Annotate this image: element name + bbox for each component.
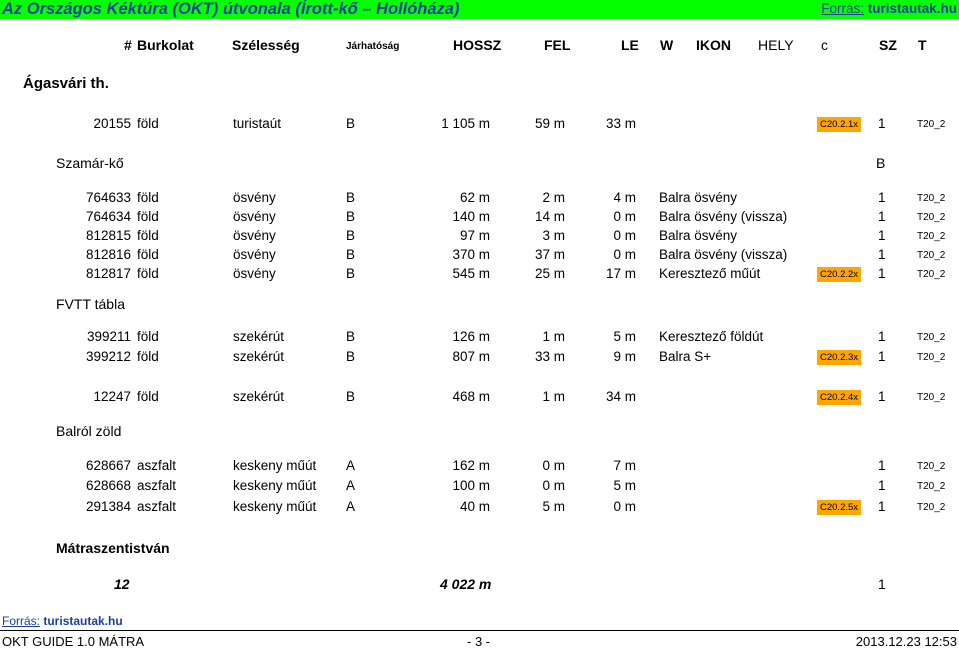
cell-id: 399211	[86, 329, 131, 344]
cell-waypoint: Balra ösvény (vissza)	[659, 209, 788, 224]
icon-code-badge: C20.2.5x	[817, 500, 861, 515]
cell-width: szekérút	[233, 329, 285, 344]
source-bottom-value: turistautak.hu	[43, 614, 123, 628]
cell-pass: A	[346, 478, 356, 493]
cell-sz: 1	[878, 329, 886, 344]
cell-length: 97 m	[459, 228, 490, 243]
col-szelesseg: Szélesség	[232, 37, 300, 53]
cell-waypoint: Keresztező műút	[659, 266, 761, 281]
cell-waypoint: Keresztező földút	[659, 329, 764, 344]
col-fel: FEL	[544, 37, 571, 53]
footer-right: 2013.12.23 12:53	[855, 634, 957, 649]
cell-pass: B	[346, 228, 356, 243]
section-szamarko: Szamár-kő	[56, 155, 124, 171]
cell-surface: föld	[137, 247, 159, 262]
cell-id: 764633	[85, 190, 131, 205]
cell-length: 468 m	[452, 389, 490, 404]
cell-t: T20_2	[917, 269, 946, 280]
cell-up: 25 m	[534, 266, 565, 281]
icon-code-badge: C20.2.4x	[817, 390, 861, 405]
cell-length: 126 m	[452, 329, 490, 344]
cell-t: T20_2	[917, 231, 946, 242]
cell-down: 5 m	[613, 329, 636, 344]
cell-width: keskeny műút	[233, 478, 317, 493]
cell-down: 4 m	[613, 190, 636, 205]
col-sz: SZ	[879, 37, 897, 53]
cell-surface: föld	[137, 266, 159, 281]
cell-surface: föld	[137, 329, 159, 344]
cell-sz: 1	[878, 458, 886, 473]
cell-t: T20_2	[917, 332, 946, 343]
cell-down: 33 m	[605, 116, 636, 131]
cell-sz: 1	[878, 228, 886, 243]
col-c: c	[821, 37, 828, 53]
col-num: #	[124, 37, 132, 53]
cell-up: 2 m	[542, 190, 565, 205]
cell-t: T20_2	[917, 193, 946, 204]
cell-sz: 1	[878, 209, 886, 224]
footer-left: OKT GUIDE 1.0 MÁTRA	[2, 634, 145, 649]
cell-down: 0 m	[613, 228, 636, 243]
cell-width: turistaút	[233, 116, 282, 131]
section-fvtt: FVTT tábla	[56, 296, 125, 312]
section-matra: Mátraszentistván	[56, 540, 170, 556]
cell-width: ösvény	[233, 209, 276, 224]
total-length: 4 022 m	[440, 576, 492, 592]
cell-t: T20_2	[917, 481, 946, 492]
col-hossz: HOSSZ	[453, 37, 502, 53]
cell-id: 812816	[85, 247, 131, 262]
footer-rule	[0, 630, 959, 631]
cell-t: T20_2	[917, 502, 946, 513]
source-label: Forrás:	[821, 1, 864, 16]
cell-up: 14 m	[534, 209, 565, 224]
cell-width: ösvény	[233, 266, 276, 281]
cell-t: T20_2	[917, 212, 946, 223]
cell-pass: B	[346, 190, 356, 205]
cell-up: 59 m	[534, 116, 565, 131]
cell-width: ösvény	[233, 247, 276, 262]
cell-down: 0 m	[613, 209, 636, 224]
cell-down: 9 m	[613, 349, 636, 364]
cell-sz: 1	[878, 389, 886, 404]
cell-surface: aszfalt	[137, 499, 177, 514]
section-szamarko-b: B	[876, 155, 886, 171]
cell-length: 545 m	[452, 266, 490, 281]
cell-width: ösvény	[233, 228, 276, 243]
cell-sz: 1	[878, 349, 886, 364]
cell-up: 0 m	[542, 478, 565, 493]
cell-pass: B	[346, 389, 356, 404]
cell-surface: aszfalt	[137, 458, 177, 473]
cell-sz: 1	[878, 499, 886, 514]
cell-down: 34 m	[605, 389, 636, 404]
icon-code-badge: C20.2.1x	[817, 117, 861, 132]
cell-sz: 1	[878, 247, 886, 262]
cell-id: 12247	[93, 389, 131, 404]
cell-length: 1 105 m	[441, 116, 490, 131]
total-sz: 1	[878, 576, 886, 592]
cell-width: szekérút	[233, 389, 285, 404]
icon-code-badge: C20.2.3x	[817, 350, 861, 365]
cell-surface: föld	[137, 209, 159, 224]
cell-id: 812815	[85, 228, 131, 243]
cell-surface: föld	[137, 389, 159, 404]
cell-up: 1 m	[542, 389, 565, 404]
cell-down: 7 m	[613, 458, 636, 473]
cell-surface: föld	[137, 228, 159, 243]
cell-id: 20155	[93, 116, 131, 131]
col-burkolat: Burkolat	[137, 37, 194, 53]
cell-up: 3 m	[542, 228, 565, 243]
source-bottom	[2, 614, 123, 628]
section-agasvari: Ágasvári th.	[23, 75, 109, 92]
cell-length: 100 m	[452, 478, 490, 493]
cell-up: 37 m	[534, 247, 565, 262]
cell-id: 764634	[85, 209, 131, 224]
cell-waypoint: Balra ösvény	[659, 228, 738, 243]
col-jarhatosag: Járhatóság	[346, 41, 400, 52]
cell-up: 33 m	[534, 349, 565, 364]
cell-surface: aszfalt	[137, 478, 177, 493]
col-t: T	[918, 37, 927, 53]
total-count: 12	[114, 576, 130, 592]
cell-t: T20_2	[917, 352, 946, 363]
cell-pass: B	[346, 329, 356, 344]
col-ikon: IKON	[696, 37, 731, 53]
cell-waypoint: Balra ösvény (vissza)	[659, 247, 788, 262]
cell-pass: B	[346, 116, 356, 131]
cell-sz: 1	[878, 116, 886, 131]
cell-down: 0 m	[613, 499, 636, 514]
cell-width: keskeny műút	[233, 499, 317, 514]
cell-down: 17 m	[605, 266, 636, 281]
cell-up: 0 m	[542, 458, 565, 473]
source-top	[821, 1, 957, 16]
section-balrol: Balról zöld	[56, 423, 122, 439]
col-w: W	[660, 37, 674, 53]
cell-pass: B	[346, 209, 356, 224]
cell-t: T20_2	[917, 392, 946, 403]
cell-id: 291384	[85, 499, 131, 514]
cell-pass: B	[346, 349, 356, 364]
cell-length: 370 m	[452, 247, 490, 262]
icon-code-badge: C20.2.2x	[817, 267, 861, 282]
cell-up: 5 m	[542, 499, 565, 514]
cell-length: 62 m	[459, 190, 490, 205]
cell-id: 628668	[85, 478, 131, 493]
cell-surface: föld	[137, 190, 159, 205]
cell-sz: 1	[878, 478, 886, 493]
cell-length: 40 m	[459, 499, 490, 514]
cell-length: 140 m	[452, 209, 490, 224]
cell-sz: 1	[878, 266, 886, 281]
cell-pass: B	[346, 266, 356, 281]
cell-waypoint: Balra ösvény	[659, 190, 738, 205]
cell-width: szekérút	[233, 349, 285, 364]
col-le: LE	[621, 37, 639, 53]
cell-sz: 1	[878, 190, 886, 205]
source-bottom-label: Forrás:	[2, 614, 41, 628]
cell-t: T20_2	[917, 461, 946, 472]
cell-down: 0 m	[613, 247, 636, 262]
cell-length: 807 m	[452, 349, 490, 364]
cell-width: ösvény	[233, 190, 276, 205]
cell-waypoint: Balra S+	[659, 349, 712, 364]
cell-surface: föld	[137, 116, 159, 131]
cell-pass: A	[346, 499, 356, 514]
cell-id: 812817	[85, 266, 131, 281]
cell-down: 5 m	[613, 478, 636, 493]
footer-center: - 3 -	[467, 634, 491, 649]
source-value: turistautak.hu	[867, 1, 957, 16]
cell-t: T20_2	[917, 250, 946, 261]
cell-id: 399212	[85, 349, 131, 364]
page-title: Az Országos Kéktúra (OKT) útvonala (Írott-kő – Hollóháza)	[2, 0, 460, 18]
cell-surface: föld	[137, 349, 159, 364]
cell-t: T20_2	[917, 119, 946, 130]
cell-up: 1 m	[542, 329, 565, 344]
cell-pass: A	[346, 458, 356, 473]
cell-id: 628667	[85, 458, 131, 473]
cell-pass: B	[346, 247, 356, 262]
cell-width: keskeny műút	[233, 458, 317, 473]
cell-length: 162 m	[452, 458, 490, 473]
col-hely: HELY	[758, 37, 794, 53]
